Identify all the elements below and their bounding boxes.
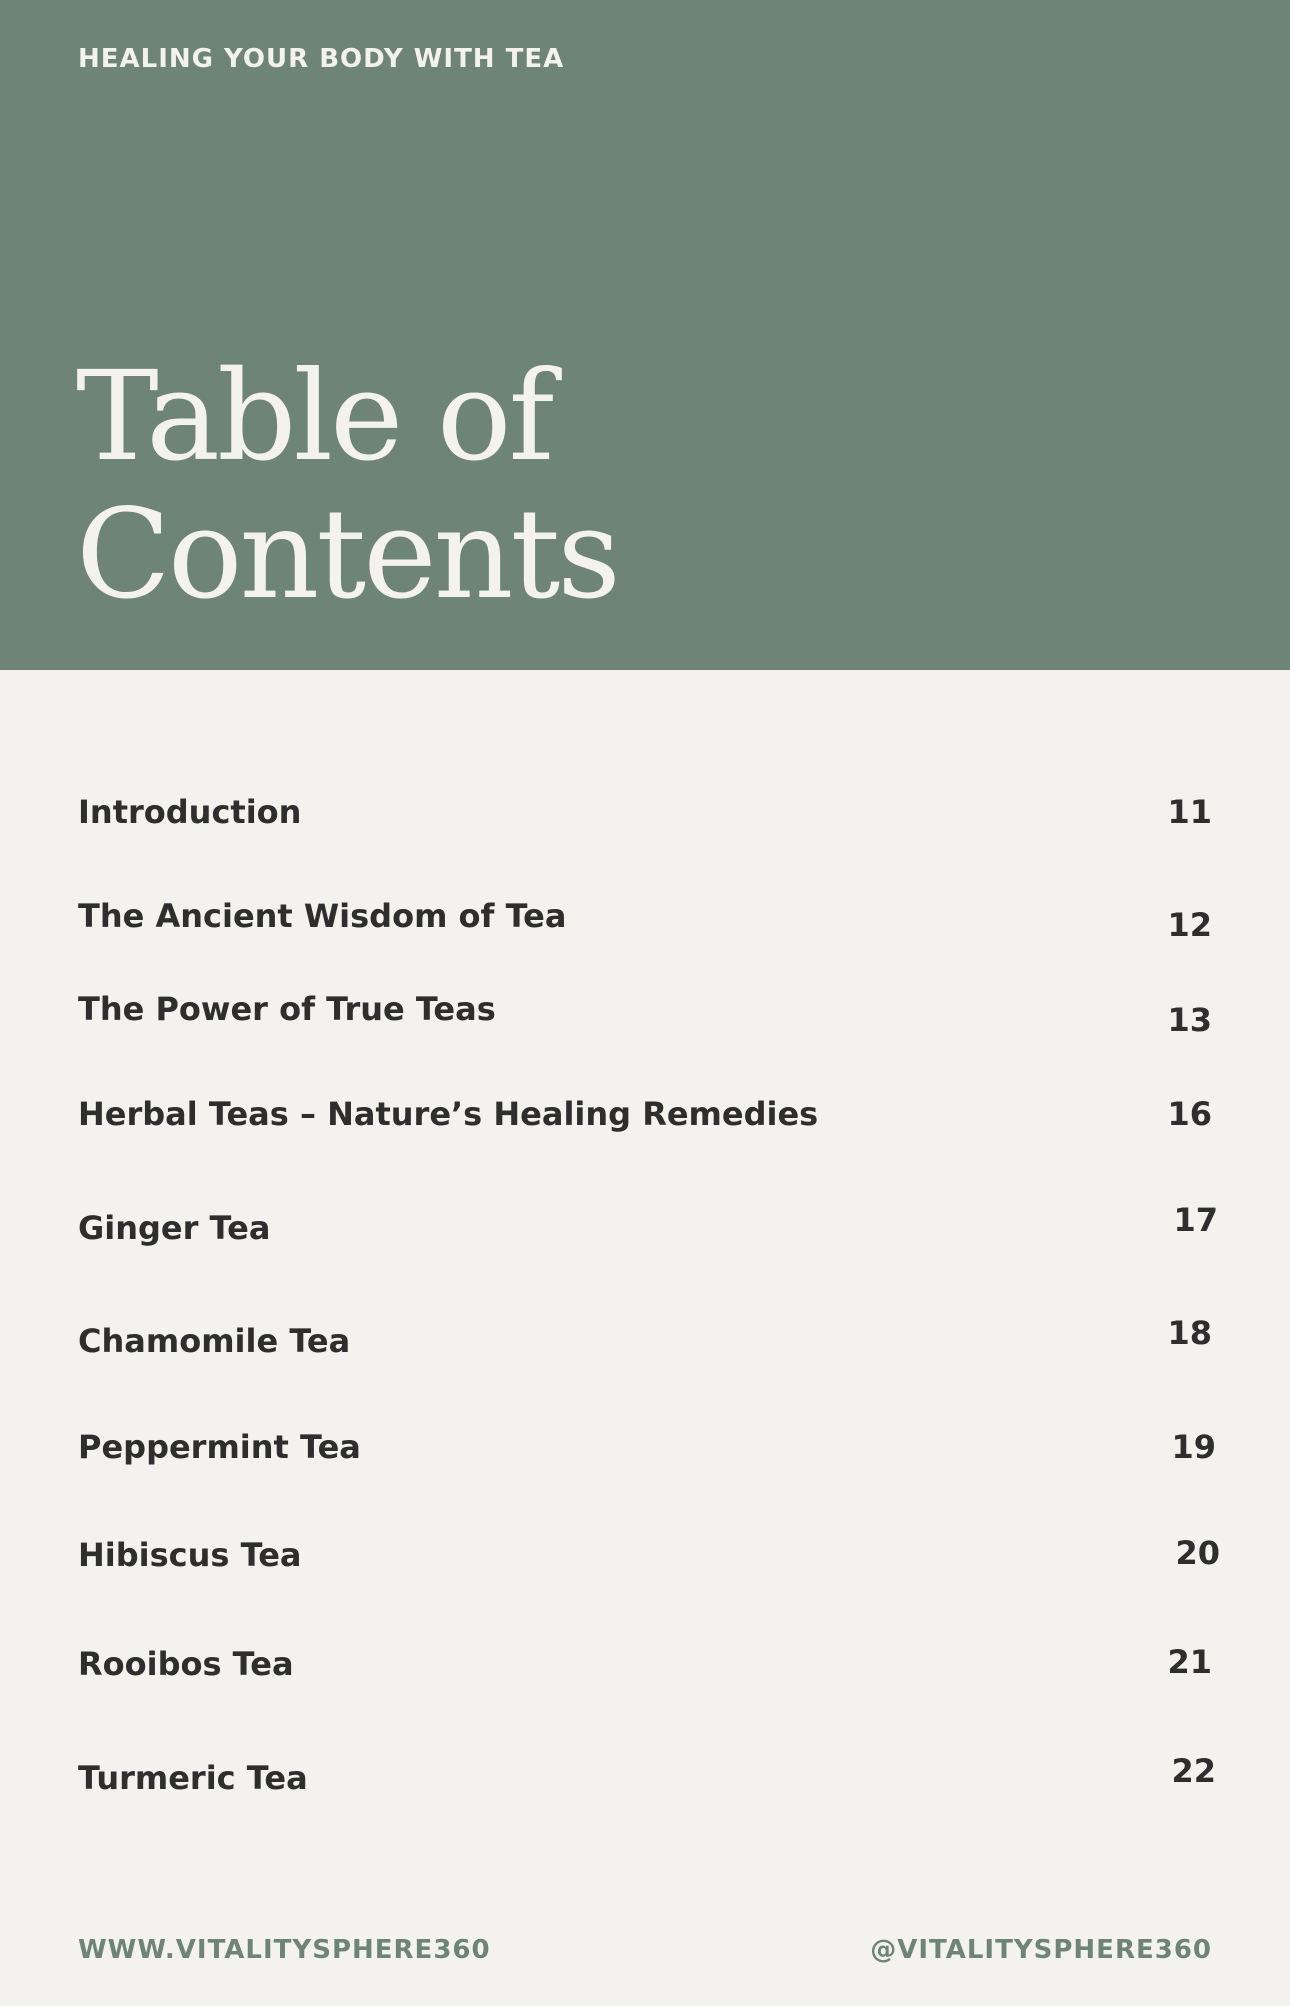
toc-entry-page: 16 (1167, 1095, 1212, 1133)
toc-entry-label: Peppermint Tea (78, 1428, 361, 1466)
footer-social-handle: @VITALITYSPHERE360 (870, 1935, 1212, 1965)
header-band (0, 0, 1290, 670)
toc-entry-page: 22 (1171, 1752, 1216, 1790)
toc-entry-label: Herbal Teas – Nature’s Healing Remedies (78, 1095, 819, 1133)
toc-entry-label: The Ancient Wisdom of Tea (78, 897, 567, 935)
page-title-line-1: Table of (76, 345, 552, 489)
book-title-kicker: HEALING YOUR BODY WITH TEA (78, 44, 565, 74)
page-title-line-2: Contents (76, 483, 618, 627)
toc-entry-label: Introduction (78, 793, 302, 831)
toc-entry-page: 17 (1173, 1201, 1218, 1239)
toc-entry-label: Ginger Tea (78, 1209, 271, 1247)
toc-entry-page: 12 (1167, 906, 1212, 944)
toc-entry-page: 18 (1167, 1314, 1212, 1352)
toc-entry-page: 11 (1167, 793, 1212, 831)
toc-entry-page: 19 (1171, 1428, 1216, 1466)
toc-entry-label: The Power of True Teas (78, 990, 496, 1028)
toc-entry-label: Rooibos Tea (78, 1645, 294, 1683)
toc-entry-label: Chamomile Tea (78, 1322, 351, 1360)
toc-entry-page: 21 (1167, 1643, 1212, 1681)
toc-entry-label: Turmeric Tea (78, 1759, 308, 1797)
toc-entry-page: 20 (1175, 1534, 1220, 1572)
toc-entry-page: 13 (1167, 1001, 1212, 1039)
footer-website: WWW.VITALITYSPHERE360 (78, 1935, 491, 1965)
toc-entry-label: Hibiscus Tea (78, 1536, 302, 1574)
